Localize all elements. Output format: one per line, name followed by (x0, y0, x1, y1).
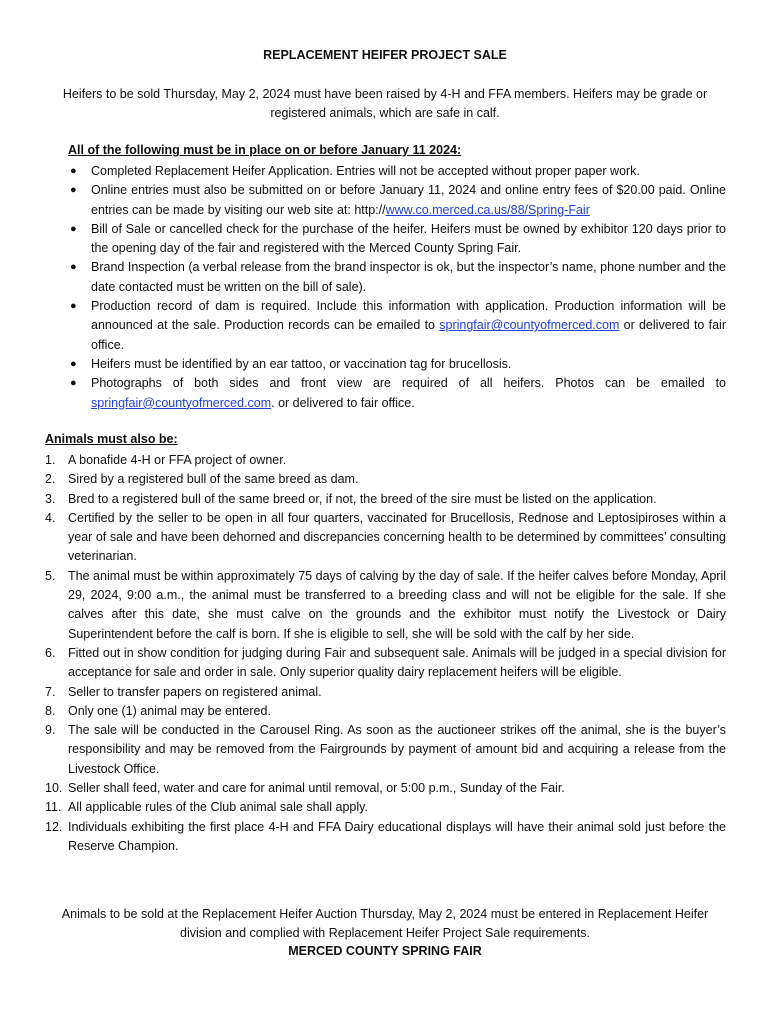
requirements-list (68, 162, 726, 413)
bullet-icon: ● (70, 261, 77, 274)
bullet-icon: ● (70, 357, 77, 370)
spring-fair-website-link[interactable]: www.co.merced.ca.us/88/Spring-Fair (385, 202, 590, 217)
rule-item: 9. The sale will be conducted in the Carousel Ring. As soon as the auctioneer strikes off the animal, she is the buyer’s responsibility and may be removed from the Fairgrounds by payment of amount bid and acquiring a release from the Livestock Office. (45, 723, 726, 776)
footer-organization: MERCED COUNTY SPRING FAIR (288, 944, 482, 958)
requirement-item: ● Heifers must be identified by an ear tattoo, or vaccination tag for brucellosis. (68, 355, 726, 374)
rule-item: 6. Fitted out in show condition for judging during Fair and subsequent sale. Animals will be judged in a special division for acceptance for sale and order in sale. Only superior quality dairy replacement heifers will be eligible. (45, 645, 726, 680)
bullet-icon: ● (70, 184, 77, 197)
requirement-item: ● Bill of Sale or cancelled check for the purchase of the heifer. Heifers must be owned by exhibitor 120 days prior to the opening day of the fair and registered with the Merced County Spring Fair. (70, 221, 726, 256)
rule-item: 3. Bred to a registered bull of the same breed or, if not, the breed of the sire must be listed on the application. (45, 491, 657, 506)
animal-rules-list (45, 451, 726, 856)
rule-item: 12. Individuals exhibiting the first place 4-H and FFA Dairy educational displays will have their animal sold just before the Reserve Champion. (45, 819, 726, 853)
rule-item: 7. Seller to transfer papers on registered animal. (45, 684, 322, 699)
rule-item: 10. Seller shall feed, water and care for animal until removal, or 5:00 p.m., Sunday of the Fair. (45, 781, 565, 796)
rule-item: 11. All applicable rules of the Club animal sale shall apply. (45, 800, 368, 815)
rule-item: 5. The animal must be within approximately 75 days of calving by the day of sale. If the heifer calves before Monday, April 29, 2024, 9:00 a.m., the animal must be transferred to a breeding class and will not be eligible for the sale. If she calves after this date, she must calve on the grounds and the exhibitor must notify the Livestock or Dairy Superintendent before the calf is born. If she is eligible to sell, she will be sold with the calf by her side. (45, 568, 726, 641)
requirement-item: ● Brand Inspection (a verbal release from the brand inspector is ok, but the inspector’s name, phone number and the date contacted must be written on the bill of sale). (70, 260, 726, 294)
bullet-icon: ● (70, 222, 77, 235)
requirements-heading: All of the following must be in place on or before January 11 2024: (68, 143, 462, 157)
bullet-icon: ● (70, 165, 77, 177)
requirement-item: ● Production record of dam is required. Include this information with application. Production information will be announced at the sale. Production records can be emailed to springfair@countyofmerced.com or delivered to fair office. (70, 299, 726, 352)
intro-paragraph: Heifers to be sold Thursday, May 2, 2024 must have been raised by 4-H and FFA members. Heifers may be grade or registered animals, which are safe in calf. (62, 87, 708, 120)
bullet-icon: ● (70, 300, 77, 313)
animal-rules-heading: Animals must also be: (45, 432, 178, 446)
bullet-icon: ● (70, 377, 77, 390)
rule-item: 2. Sired by a registered bull of the same breed as dam. (45, 472, 359, 487)
requirement-item: ● Photographs of both sides and front view are required of all heifers. Photos can be emailed to springfair@countyofmerced.com. or delivered to fair office. (70, 376, 726, 410)
requirement-item: ● Online entries must also be submitted on or before January 11, 2024 and online entry fees of $20.00 paid. Online entries can be made by visiting our web site at: http://www.co.merced.ca.us/88/Spring-Fair (70, 183, 726, 217)
springfair-email-link[interactable]: springfair@countyofmerced.com (91, 395, 272, 410)
rule-item: 1. A bonafide 4-H or FFA project of owner. (45, 453, 287, 467)
closing-paragraph: Animals to be sold at the Replacement Heifer Auction Thursday, May 2, 2024 must be entered in Replacement Heifer division and complied with Replacement Heifer Project Sale requirements. (61, 907, 709, 940)
document-title: REPLACEMENT HEIFER PROJECT SALE (263, 48, 507, 62)
requirement-item: ● Completed Replacement Heifer Application. Entries will not be accepted without proper paper work. (68, 162, 726, 181)
rule-item: 8. Only one (1) animal may be entered. (45, 703, 271, 718)
springfair-email-link[interactable]: springfair@countyofmerced.com (439, 318, 620, 333)
rule-item: 4. Certified by the seller to be open in all four quarters, vaccinated for Brucellosis, Rednose and Leptosipiroses within a year of sale and have been dehorned and discrepancies concerning health to be determined by committees’ consulting veterinarian. (45, 510, 726, 564)
